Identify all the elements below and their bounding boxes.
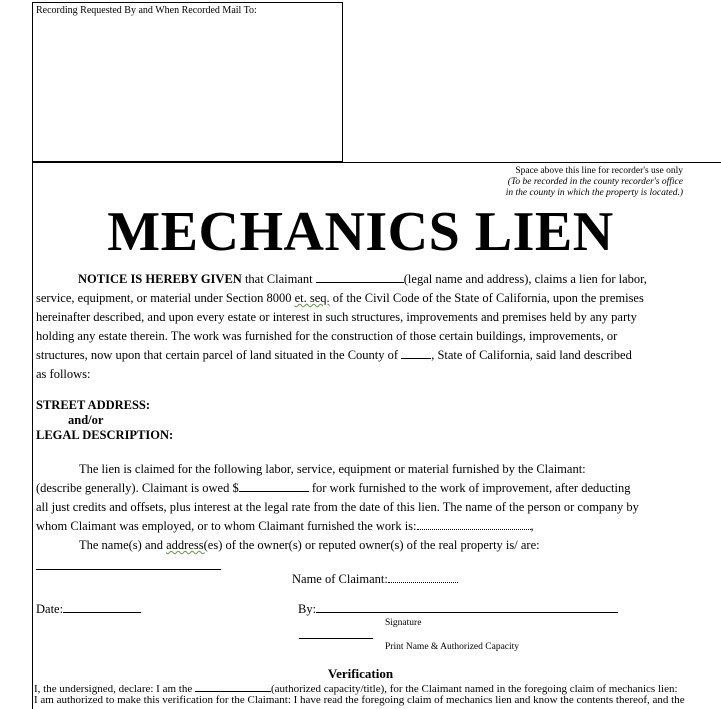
verification-line-2: I am authorized to make this verification for the Claimant: I have read the foregoing claim of mechanics lien and know the contents thereof, and the — [34, 694, 685, 706]
employer-blank[interactable] — [417, 517, 531, 530]
date-field[interactable] — [63, 600, 141, 613]
notice-line-3: hereinafter described, and upon every estate or interest in such structures, improvements and premises held by any party — [36, 310, 637, 324]
et-seq: et. seq. — [294, 291, 330, 305]
verification-line-1: I, the undersigned, declare: I am the (authorized capacity/title), for the Claimant named in the foregoing claim of mechanics lien: — [34, 683, 678, 695]
notice-line-4: holding any estate therein. The work was furnished for the construction of those certain buildings, improvements, or — [36, 329, 618, 343]
recorder-note-line3: in the county in which the property is located.) — [505, 188, 683, 198]
street-address-label: STREET ADDRESS: — [36, 398, 151, 412]
date-row — [36, 600, 141, 619]
claim-line-2: (describe generally). Claimant is owed $ for work furnished to the work of improvement, after deducting — [36, 481, 631, 495]
claim-line-4: whom Claimant was employed, or to whom Claimant furnished the work is: , — [36, 519, 534, 533]
by-label: By: — [298, 602, 317, 616]
amount-owed-blank[interactable] — [239, 479, 309, 492]
claim-line-1: The lien is claimed for the following labor, service, equipment or material furnished by the Claimant: — [79, 462, 586, 476]
notice-line-5: structures, now upon that certain parcel of land situated in the County of , State of California, said land described — [36, 348, 632, 362]
owners-blank[interactable] — [36, 569, 221, 570]
claim-line-3: all just credits and offsets, plus interest at the legal rate from the date of this lien. The name of the person or company by — [36, 500, 639, 514]
recorder-note-line2: (To be recorded in the county recorder's office — [507, 177, 683, 187]
claim-line-5: The name(s) and address(es) of the owner(s) or reputed owner(s) of the real property is/ are: — [79, 538, 540, 552]
county-blank[interactable] — [401, 346, 431, 359]
notice-line-6: as follows: — [36, 367, 91, 381]
print-name-caption: Print Name & Authorized Capacity — [385, 642, 520, 652]
print-name-field[interactable] — [299, 638, 373, 639]
capacity-title-blank[interactable] — [195, 681, 271, 692]
signature-field[interactable] — [316, 600, 618, 613]
date-label: Date: — [36, 602, 64, 616]
recording-box-label: Recording Requested By and When Recorded Mail To: — [36, 5, 257, 16]
claimant-name-blank[interactable] — [316, 270, 404, 283]
notice-lead: NOTICE IS HEREBY GIVEN — [78, 272, 242, 286]
notice-line-2: service, equipment, or material under Section 8000 et. seq. of the Civil Code of the State of California, upon the premises — [36, 291, 644, 305]
by-row — [298, 600, 618, 619]
document-title: MECHANICS LIEN — [107, 201, 614, 263]
recorder-divider — [32, 162, 721, 163]
signature-caption: Signature — [385, 618, 422, 628]
recorder-note-line1: Space above this line for recorder's use only — [515, 166, 683, 176]
claimant-name-row — [292, 570, 458, 589]
verification-heading: Verification — [327, 666, 394, 681]
claimant-name-field[interactable] — [388, 570, 458, 583]
legal-description-label: LEGAL DESCRIPTION: — [36, 428, 174, 442]
and-or-label: and/or — [68, 413, 104, 427]
recording-box — [32, 2, 343, 162]
claimant-name-label: Name of Claimant: — [292, 572, 388, 586]
notice-line-1: NOTICE IS HEREBY GIVEN that Claimant (legal name and address), claims a lien for labor, — [78, 272, 647, 286]
